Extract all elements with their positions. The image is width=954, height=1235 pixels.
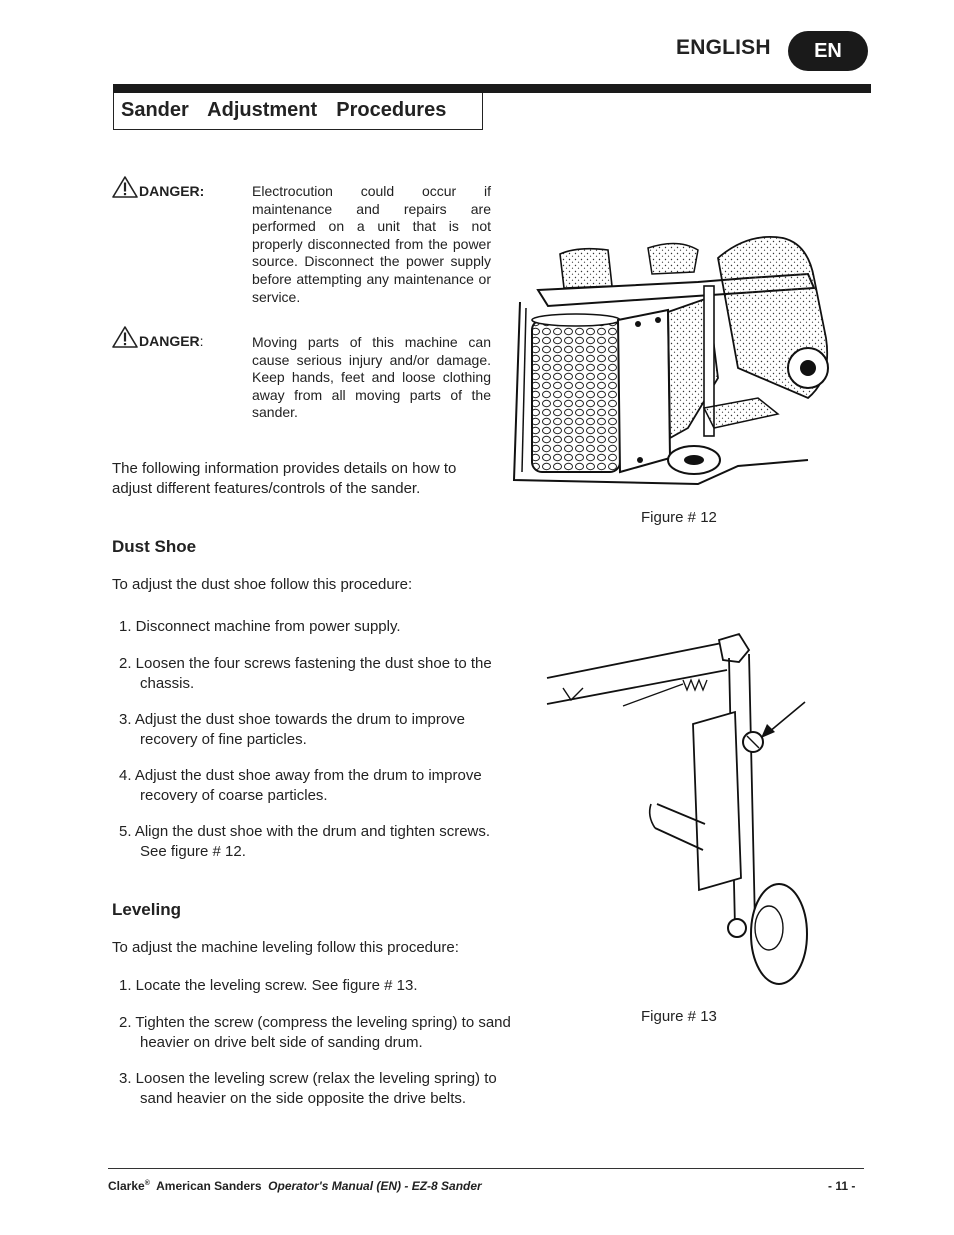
dust-shoe-step: 5. Align the dust shoe with the drum and tighten screws. See figure # 12.: [119, 823, 491, 860]
dust-shoe-step: 4. Adjust the dust shoe away from the drum to improve recovery of coarse particles.: [119, 767, 482, 804]
leveling-step: 2. Tighten the screw (compress the leveling spring) to sand heavier on drive belt side of sanding drum.: [119, 1014, 511, 1051]
dust-shoe-step: 1. Disconnect machine from power supply.: [119, 618, 401, 635]
footer-rule: [108, 1168, 864, 1169]
intro-paragraph: The following information provides details on how to adjust different features/controls of the sander.: [112, 460, 457, 497]
language-badge: EN: [788, 31, 868, 71]
danger-notice-2: DANGER:: [112, 326, 242, 350]
figure-13-illustration: [543, 628, 813, 990]
figure-13-caption: Figure # 13: [641, 1008, 717, 1025]
danger-label: DANGER:: [139, 183, 205, 199]
footer-registered-mark: ®: [144, 1180, 150, 1187]
danger-notice-1: [112, 176, 242, 200]
leveling-lead: To adjust the machine leveling follow this procedure:: [112, 939, 459, 956]
page-number: - 11 -: [828, 1179, 856, 1193]
footer-company: American Sanders: [156, 1179, 262, 1193]
leveling-step: 1. Locate the leveling screw. See figure # 13.: [119, 977, 418, 994]
dust-shoe-heading: Dust Shoe: [112, 537, 197, 556]
footer-manual: Operator's Manual (EN) - EZ-8 Sander: [268, 1179, 482, 1193]
dust-shoe-step: 2. Loosen the four screws fastening the dust shoe to the chassis.: [119, 655, 492, 692]
warning-triangle-icon: [112, 176, 138, 198]
leveling-heading: Leveling: [112, 900, 181, 919]
figure-12-caption: Figure # 12: [641, 509, 717, 526]
figure-12-illustration: [508, 228, 844, 490]
danger-label: DANGER: [139, 333, 200, 349]
footer-manual-title: [108, 1179, 482, 1193]
danger-text-1: Electrocution could occur if maintenance and repairs are performed on a unit that is not properly disconnected from the power source. Disconnect the power supply before attempting any maintenance or service.: [252, 183, 491, 305]
language-label: ENGLISH: [676, 36, 771, 59]
header-rule: [113, 84, 871, 93]
dust-shoe-lead: To adjust the dust shoe follow this procedure:: [112, 576, 413, 593]
footer-brand: Clarke: [108, 1179, 145, 1193]
warning-triangle-icon: [112, 326, 138, 348]
danger-text-2: Moving parts of this machine can cause serious injury and/or damage. Keep hands, feet and loose clothing away from all moving parts of the sander.: [252, 334, 491, 421]
dust-shoe-step: 3. Adjust the dust shoe towards the drum to improve recovery of fine particles.: [119, 711, 466, 748]
section-title: Sander Adjustment Procedures: [121, 99, 447, 121]
leveling-step: 3. Loosen the leveling screw (relax the leveling spring) to sand heavier on the side opposite the drive belts.: [119, 1070, 497, 1107]
